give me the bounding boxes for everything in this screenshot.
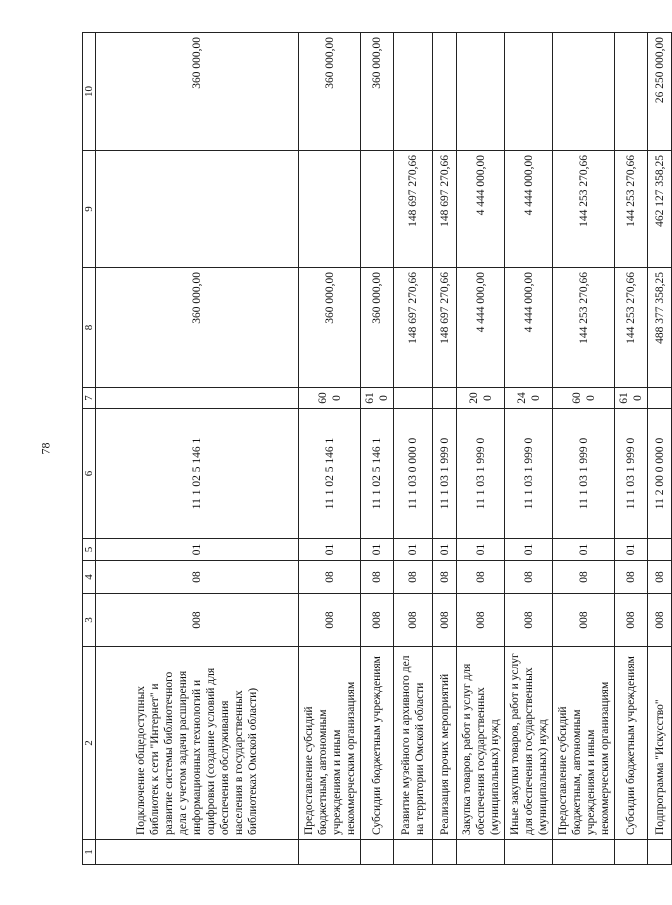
cell-amount-total: 360 000,00 [361, 268, 394, 388]
cell-number [361, 840, 394, 865]
cell-amount-total: 360 000,00 [96, 268, 299, 388]
rotated-page [82, 33, 666, 865]
cell-ministry-code: 008 [361, 594, 394, 647]
cell-amount-10 [457, 33, 505, 151]
cell-expense-type: 610 [361, 388, 394, 409]
cell-subsection: 01 [394, 539, 433, 561]
cell-name: Подпрограмма "Искусство" [648, 647, 672, 840]
cell-amount-9: 144 253 270,66 [553, 151, 615, 268]
cell-ministry-code: 008 [505, 594, 553, 647]
cell-target-article: 11 1 03 1 999 0 [505, 409, 553, 539]
cell-target-article: 11 1 03 1 999 0 [615, 409, 648, 539]
cell-target-article: 11 1 03 1 999 0 [457, 409, 505, 539]
cell-name: Иные закупки товаров, работ и услуг для обеспечения государственных (муниципальных) нужд [505, 647, 553, 840]
cell-expense-type: 600 [553, 388, 615, 409]
table-row [553, 33, 615, 865]
cell-amount-10 [505, 33, 553, 151]
cell-expense-type [394, 388, 433, 409]
table-row [394, 33, 433, 865]
table-body [83, 33, 672, 865]
header-row [83, 33, 96, 865]
header-cell-3: 3 [83, 594, 96, 647]
cell-ministry-code: 008 [96, 594, 299, 647]
cell-amount-total: 4 444 000,00 [457, 268, 505, 388]
cell-section: 08 [433, 561, 457, 594]
cell-amount-total: 148 697 270,66 [394, 268, 433, 388]
cell-name: Закупка товаров, работ и услуг для обеспечения государственных (муниципальных) нужд [457, 647, 505, 840]
cell-number [648, 840, 672, 865]
cell-target-article: 11 1 03 0 000 0 [394, 409, 433, 539]
header-cell-8: 8 [83, 268, 96, 388]
cell-amount-9: 148 697 270,66 [394, 151, 433, 268]
header-cell-2: 2 [83, 647, 96, 840]
cell-subsection: 01 [299, 539, 361, 561]
cell-name: Развитие музейного и архивного дел на территории Омской области [394, 647, 433, 840]
cell-amount-9 [96, 151, 299, 268]
cell-ministry-code: 008 [615, 594, 648, 647]
cell-amount-9: 4 444 000,00 [505, 151, 553, 268]
cell-expense-type: 240 [505, 388, 553, 409]
table-row [299, 33, 361, 865]
cell-section: 08 [553, 561, 615, 594]
cell-subsection: 01 [433, 539, 457, 561]
cell-ministry-code: 008 [457, 594, 505, 647]
cell-expense-type: 600 [299, 388, 361, 409]
cell-section: 08 [299, 561, 361, 594]
cell-amount-total: 148 697 270,66 [433, 268, 457, 388]
cell-name: Субсидии бюджетным учреждениям [615, 647, 648, 840]
page-number: 78 [38, 442, 53, 455]
header-cell-5: 5 [83, 539, 96, 561]
table-row [96, 33, 299, 865]
cell-amount-10: 26 250 000,00 [648, 33, 672, 151]
cell-number [505, 840, 553, 865]
cell-amount-total: 360 000,00 [299, 268, 361, 388]
cell-amount-total: 144 253 270,66 [553, 268, 615, 388]
cell-name: Предоставление субсидий бюджетным, автономным учреждениям и иным некоммерческим организациям [299, 647, 361, 840]
cell-ministry-code: 008 [299, 594, 361, 647]
cell-name: Подключение общедоступных библиотек к сети "Интернет" и развитие системы библиотечного дела с учетом задачи расширения информационных технологий и оцифровки (создание условий для обеспечения обслуживания населения в государственных библиотеках Омской области) [96, 647, 299, 840]
cell-target-article: 11 1 02 5 146 1 [96, 409, 299, 539]
cell-section: 08 [457, 561, 505, 594]
cell-amount-10: 360 000,00 [361, 33, 394, 151]
cell-expense-type: 610 [615, 388, 648, 409]
cell-subsection: 01 [615, 539, 648, 561]
cell-section: 08 [505, 561, 553, 594]
cell-amount-9: 148 697 270,66 [433, 151, 457, 268]
cell-number [457, 840, 505, 865]
header-cell-9: 9 [83, 151, 96, 268]
cell-amount-10 [433, 33, 457, 151]
cell-number [394, 840, 433, 865]
header-cell-7: 7 [83, 388, 96, 409]
cell-subsection: 01 [361, 539, 394, 561]
cell-amount-total: 488 377 358,25 [648, 268, 672, 388]
cell-target-article: 11 1 03 1 999 0 [553, 409, 615, 539]
header-cell-4: 4 [83, 561, 96, 594]
cell-subsection: 01 [553, 539, 615, 561]
cell-expense-type [96, 388, 299, 409]
cell-section: 08 [615, 561, 648, 594]
cell-amount-9: 144 253 270,66 [615, 151, 648, 268]
cell-subsection [648, 539, 672, 561]
cell-target-article: 11 1 03 1 999 0 [433, 409, 457, 539]
table-row [361, 33, 394, 865]
header-cell-6: 6 [83, 409, 96, 539]
cell-amount-10 [553, 33, 615, 151]
table-row [505, 33, 553, 865]
table-row [648, 33, 672, 865]
cell-section: 08 [394, 561, 433, 594]
cell-amount-9: 4 444 000,00 [457, 151, 505, 268]
cell-name: Субсидии бюджетным учреждениям [361, 647, 394, 840]
cell-target-article: 11 1 02 5 146 1 [361, 409, 394, 539]
cell-section: 08 [361, 561, 394, 594]
header-cell-1: 1 [83, 840, 96, 865]
cell-ministry-code: 008 [433, 594, 457, 647]
cell-expense-type [433, 388, 457, 409]
cell-amount-10: 360 000,00 [96, 33, 299, 151]
cell-amount-9 [299, 151, 361, 268]
cell-section: 08 [648, 561, 672, 594]
cell-amount-total: 144 253 270,66 [615, 268, 648, 388]
cell-number [433, 840, 457, 865]
cell-name: Реализация прочих мероприятий [433, 647, 457, 840]
cell-amount-total: 4 444 000,00 [505, 268, 553, 388]
cell-expense-type: 200 [457, 388, 505, 409]
cell-amount-10 [615, 33, 648, 151]
cell-name: Предоставление субсидий бюджетным, автономным учреждениям и иным некоммерческим организациям [553, 647, 615, 840]
cell-expense-type [648, 388, 672, 409]
budget-table [82, 32, 672, 865]
cell-target-article: 11 2 00 0 000 0 [648, 409, 672, 539]
table-row [615, 33, 648, 865]
table-row [457, 33, 505, 865]
cell-number [96, 840, 299, 865]
cell-number [299, 840, 361, 865]
cell-amount-9 [361, 151, 394, 268]
table-row [433, 33, 457, 865]
cell-subsection: 01 [457, 539, 505, 561]
cell-subsection: 01 [96, 539, 299, 561]
cell-subsection: 01 [505, 539, 553, 561]
cell-target-article: 11 1 02 5 146 1 [299, 409, 361, 539]
cell-number [553, 840, 615, 865]
cell-amount-10 [394, 33, 433, 151]
cell-ministry-code: 008 [394, 594, 433, 647]
cell-section: 08 [96, 561, 299, 594]
header-cell-10: 10 [83, 33, 96, 151]
cell-amount-10: 360 000,00 [299, 33, 361, 151]
cell-ministry-code: 008 [553, 594, 615, 647]
cell-number [615, 840, 648, 865]
cell-amount-9: 462 127 358,25 [648, 151, 672, 268]
cell-ministry-code: 008 [648, 594, 672, 647]
